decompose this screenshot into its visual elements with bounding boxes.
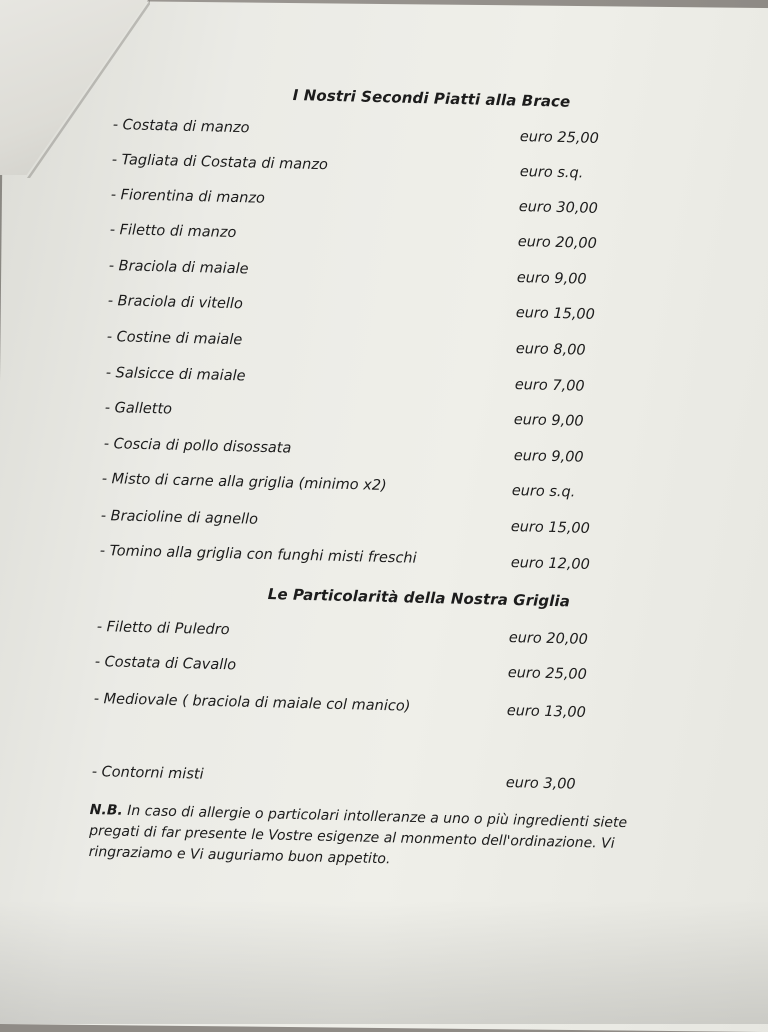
- menu-item-price: euro 15,00: [510, 519, 591, 537]
- menu-item-price: euro 12,00: [510, 555, 591, 573]
- menu-item-price: euro 25,00: [507, 665, 588, 683]
- menu-item-price: euro s.q.: [511, 483, 576, 501]
- menu-item-price: euro 20,00: [517, 234, 598, 252]
- note-label: N.B.: [89, 801, 123, 819]
- menu-item-name: - Galletto: [104, 400, 173, 418]
- menu-item-price: euro 8,00: [515, 341, 586, 359]
- menu-item-price: euro 9,00: [516, 270, 587, 288]
- menu-item-name: - Costata di Cavallo: [94, 654, 237, 674]
- menu-item-name: - Tagliata di Costata di manzo: [111, 152, 328, 174]
- menu-item-price: euro s.q.: [519, 164, 584, 182]
- menu-item-price: euro 9,00: [513, 448, 584, 466]
- menu-item-price: euro 7,00: [514, 377, 585, 395]
- menu-item-name: - Mediovale ( braciola di maiale col manico): [93, 691, 411, 715]
- sides-item-name: - Contorni misti: [91, 764, 204, 783]
- section-title-specialties: Le Particolarità della Nostra Griglia: [267, 585, 571, 611]
- menu-item-name: - Filetto di Puledro: [96, 619, 230, 639]
- menu-item-name: - Coscia di pollo disossata: [103, 436, 292, 457]
- menu-item-name: - Misto di carne alla griglia (minimo x2): [101, 471, 387, 494]
- menu-item-name: - Tomino alla griglia con funghi misti freschi: [99, 543, 417, 567]
- menu-item-name: - Costata di manzo: [112, 117, 250, 137]
- menu-item-name: - Fiorentina di manzo: [110, 187, 266, 207]
- menu-item-name: - Bracioline di agnello: [100, 508, 259, 528]
- note-text: In caso di allergie o particolari intolleranze a uno o più ingredienti siete pregati di far presente le Vostre esigenze al monmento dell'ordinazione. Vi ringraziamo e Vi auguriamo buon appetito.: [88, 802, 628, 868]
- menu-item-price: euro 30,00: [518, 199, 599, 217]
- menu-item-name: - Braciola di maiale: [108, 258, 249, 278]
- sides-item-price: euro 3,00: [505, 775, 576, 793]
- menu-item-name: - Costine di maiale: [106, 329, 243, 349]
- menu-item-name: - Filetto di manzo: [109, 222, 237, 242]
- menu-item-name: - Salsicce di maiale: [105, 365, 246, 385]
- menu-item-name: - Braciola di vitello: [107, 293, 243, 313]
- menu-item-price: euro 15,00: [515, 305, 596, 323]
- allergy-note: [88, 800, 679, 877]
- section-title-grill: I Nostri Secondi Piatti alla Brace: [292, 86, 571, 111]
- menu-item-price: euro 13,00: [506, 703, 587, 721]
- menu-item-price: euro 25,00: [519, 129, 600, 147]
- menu-item-price: euro 20,00: [508, 630, 589, 648]
- menu-item-price: euro 9,00: [513, 412, 584, 430]
